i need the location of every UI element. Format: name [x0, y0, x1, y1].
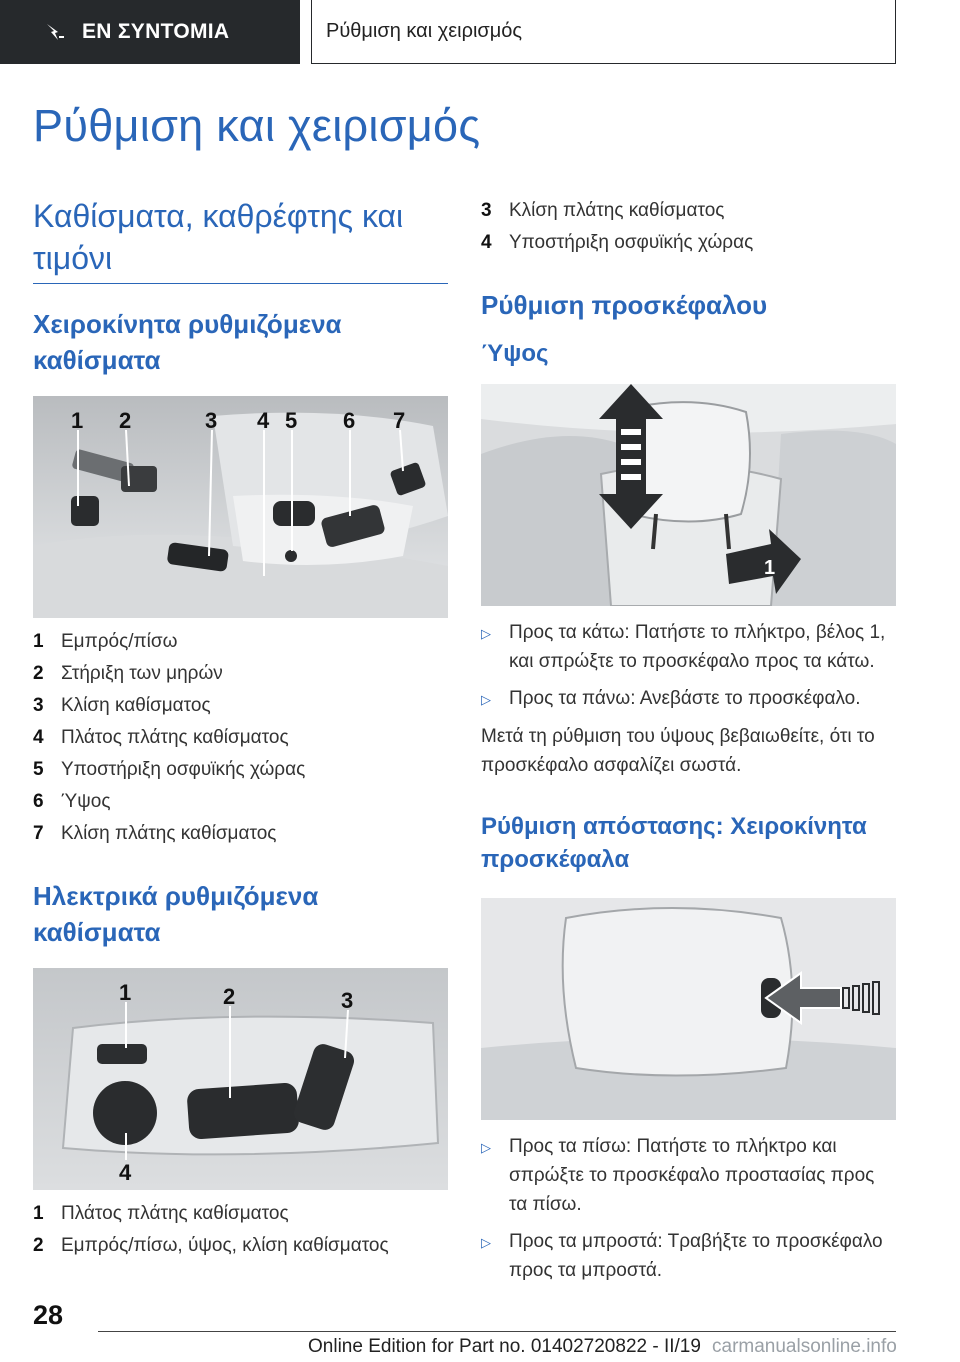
- headrest-distance-photo: [481, 898, 896, 1120]
- list-item: ▷ Προς τα κάτω: Πατήστε το πλήκτρο, βέλος 1, και σπρώξτε το προσκέφαλο προς τα κάτω.: [481, 618, 896, 676]
- list-item: 5 Υποστήριξη οσφυϊκής χώρας: [33, 759, 306, 780]
- manual-seat-photo: [33, 396, 448, 618]
- height-title: Ύψος: [481, 340, 549, 367]
- list-item: 3 Κλίση καθίσματος: [33, 695, 211, 716]
- headrest-height-photo: [481, 384, 896, 606]
- footer-edition: Online Edition for Part no. 01402720822 - II/19: [308, 1336, 701, 1357]
- triangle-right-icon: ▷: [481, 692, 491, 707]
- callout-1: 1: [71, 408, 84, 433]
- callout-7: 7: [393, 408, 406, 433]
- footer-divider: [98, 1331, 896, 1332]
- breadcrumb: [311, 0, 896, 64]
- callout-3: 3: [341, 988, 354, 1013]
- callout-4: 4: [119, 1160, 132, 1185]
- header-tab[interactable]: [0, 0, 300, 64]
- electric-seats-title: Ηλεκτρικά ρυθμιζόμενα καθίσματα: [33, 881, 319, 947]
- car-flash-icon: [44, 22, 66, 42]
- callout-5: 5: [285, 408, 298, 433]
- height-note: Μετά τη ρύθμιση του ύψους βεβαιωθείτε, ότι το προσκέφαλο ασφαλίζει σωστά.: [481, 726, 875, 776]
- list-item: 4 Πλάτος πλάτης καθίσματος: [33, 727, 289, 748]
- list-item: 4 Υποστήριξη οσφυϊκής χώρας: [481, 232, 754, 253]
- callout-2: 2: [119, 408, 132, 433]
- headrest-title: Ρύθμιση προσκέφαλου: [481, 290, 768, 320]
- callout-4: 4: [257, 408, 270, 433]
- electric-seat-list-cont: [481, 195, 896, 259]
- section-title: Καθίσματα, καθρέφτης και τιμόνι: [33, 195, 448, 284]
- list-item: ▷ Προς τα πίσω: Πατήστε το πλήκτρο και σπρώξτε το προσκέφαλο προστασίας προς τα πίσω.: [481, 1132, 896, 1219]
- triangle-right-icon: ▷: [481, 626, 491, 641]
- page-title: Ρύθμιση και χειρισμός: [33, 100, 481, 151]
- list-item: 2 Εμπρός/πίσω, ύψος, κλίση καθίσματος: [33, 1235, 389, 1256]
- distance-title: Ρύθμιση απόστασης: Χειροκίνητα προσκέφαλα: [481, 813, 867, 873]
- height-bullets: [481, 618, 896, 714]
- list-item: 3 Κλίση πλάτης καθίσματος: [481, 200, 725, 221]
- list-item: 6 Ύψος: [33, 791, 111, 812]
- callout-3: 3: [205, 408, 218, 433]
- footer-watermark: carmanualsonline.info: [712, 1336, 897, 1357]
- list-item: 2 Στήριξη των μηρών: [33, 663, 223, 684]
- left-column: [33, 195, 448, 1262]
- callout-1: 1: [764, 557, 776, 579]
- triangle-right-icon: ▷: [481, 1235, 491, 1250]
- breadcrumb-text: Ρύθμιση και χειρισμός: [326, 20, 523, 42]
- right-column: [481, 195, 896, 1293]
- list-item: 1 Εμπρός/πίσω: [33, 631, 178, 652]
- tab-label: ΕΝ ΣΥΝΤΟΜΙΑ: [82, 20, 230, 43]
- manual-seat-list: [33, 626, 448, 850]
- callout-1: 1: [119, 980, 132, 1005]
- callout-6: 6: [343, 408, 356, 433]
- list-item: ▷ Προς τα πάνω: Ανεβάστε το προσκέφαλο.: [481, 684, 896, 714]
- electric-seat-list: [33, 1198, 448, 1262]
- list-item: 7 Κλίση πλάτης καθίσματος: [33, 823, 277, 844]
- electric-seat-photo: [33, 968, 448, 1190]
- manual-seats-title: Χειροκίνητα ρυθμιζόμενα καθίσματα: [33, 309, 342, 375]
- list-item: ▷ Προς τα μπροστά: Τραβήξτε το προσκέφαλο προς τα μπροστά.: [481, 1227, 896, 1285]
- distance-bullets: [481, 1132, 896, 1285]
- page-number: 28: [33, 1300, 64, 1330]
- callout-2: 2: [223, 984, 236, 1009]
- triangle-right-icon: ▷: [481, 1140, 491, 1155]
- list-item: 1 Πλάτος πλάτης καθίσματος: [33, 1203, 289, 1224]
